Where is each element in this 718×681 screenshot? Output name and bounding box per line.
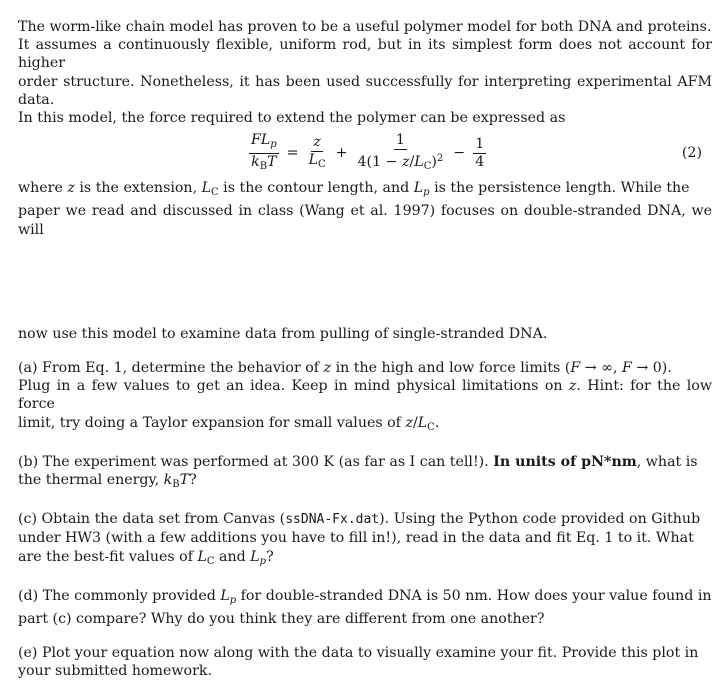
term2-den-L-sub: C	[423, 160, 432, 172]
equation-number: (2)	[681, 145, 702, 162]
term1-den-sub: C	[317, 158, 326, 170]
part-b	[18, 453, 712, 494]
minus-sign: −	[453, 145, 466, 162]
part-a-line	[18, 414, 712, 437]
part-d	[18, 587, 712, 628]
part-e-line: (e) Plot your equation now along with the data to visually examine your fit. Provide this plot in	[18, 645, 699, 662]
term2-fraction	[356, 132, 446, 175]
text-run: (a) From Eq. 1, determine the behavior of	[18, 360, 324, 377]
term1-num: z	[313, 133, 321, 150]
math-var: L	[220, 587, 230, 604]
math-var: L	[250, 548, 260, 565]
after-eq-line: paper we read and discussed in class (Wang et al. 1997) focuses on double-stranded DNA, we will	[18, 203, 712, 238]
math-sub: p	[229, 594, 237, 606]
part-e	[18, 644, 712, 680]
term3-num: 1	[475, 135, 485, 152]
text-run: /	[412, 414, 418, 431]
bold-run: In units of pN*nm	[493, 453, 637, 470]
term2-den-slash: /	[409, 153, 415, 170]
text-run: ). Using the Python code provided on Github	[379, 511, 701, 528]
part-a-line	[18, 359, 712, 377]
text-run: limit, try doing a Taylor expansion for small values of	[18, 414, 406, 431]
term1-fraction	[307, 134, 328, 173]
lhs-den: k	[251, 153, 260, 170]
after-equation-paragraph	[18, 179, 712, 239]
text-run: . Hint: for the low force	[18, 378, 712, 413]
part-b-line	[18, 453, 712, 471]
part-e-line: your submitted homework.	[18, 663, 212, 680]
equation-body	[246, 131, 489, 175]
filename: ssDNA-Fx.dat	[285, 512, 380, 528]
part-c-line	[18, 548, 712, 571]
part-d-line	[18, 587, 712, 610]
math-var: L	[417, 414, 428, 431]
term2-num: 1	[395, 131, 405, 148]
text-run: → 0).	[631, 360, 672, 377]
part-a	[18, 359, 712, 437]
text-run: is the extension,	[74, 180, 202, 197]
text-run: ?	[189, 472, 197, 489]
term2-den-L: L	[414, 153, 424, 170]
text-run: (b) The experiment was performed at 300 K (as far as I can tell!).	[18, 453, 494, 470]
continuation-line: now use this model to examine data from pulling of single-stranded DNA.	[18, 325, 548, 342]
math-var: F	[570, 360, 581, 377]
intro-line: order structure. Nonetheless, it has been used successfully for interpreting experimental AFM data.	[18, 73, 712, 108]
part-c-line	[18, 510, 712, 529]
math-sub: p	[423, 187, 430, 199]
intro-line: In this model, the force required to extend the polymer can be expressed as	[18, 110, 566, 127]
math-sub: p	[259, 555, 267, 567]
term2-den-post: )	[431, 153, 437, 170]
math-sub: C	[206, 555, 215, 567]
text-run: in the high and low force limits (	[331, 360, 571, 377]
math-var: k	[163, 472, 173, 489]
text-run: .	[434, 414, 440, 431]
lhs-fraction	[249, 132, 279, 175]
equals-sign: =	[286, 145, 299, 162]
text-run: is the contour length, and	[218, 180, 414, 197]
text-run: ?	[266, 548, 274, 565]
text-run: is the persistence length. While the	[429, 180, 690, 197]
term3-den: 4	[475, 153, 485, 170]
math-var: L	[413, 180, 424, 197]
equation-2	[18, 131, 712, 177]
term3-fraction	[473, 136, 486, 171]
lhs-num-sub: p	[270, 138, 277, 150]
math-var: L	[197, 548, 207, 565]
math-var: F	[621, 360, 632, 377]
lhs-den-sub: B	[259, 160, 268, 172]
text-run: Plug in a few values to get an idea. Keep in mind physical limitations on	[18, 378, 569, 395]
part-c-line: under HW3 (with a few additions you have to fill in!), read in the data and fit Eq. 1 to it. What	[18, 530, 694, 547]
document-page	[18, 18, 712, 681]
math-var: z	[323, 360, 332, 377]
lhs-num: FL	[251, 131, 271, 148]
math-var: T	[179, 472, 190, 489]
lhs-den-tail: T	[267, 153, 277, 170]
math-sub: C	[211, 187, 219, 199]
text-run: the thermal energy,	[18, 472, 164, 489]
term2-den-z: z	[402, 153, 410, 170]
text-run: → ∞,	[580, 360, 622, 377]
text-run: and	[214, 548, 251, 565]
part-b-line	[18, 471, 712, 494]
text-run: are the best-fit values of	[18, 548, 198, 565]
part-d-line: part (c) compare? Why do you think they are different from one another?	[18, 611, 545, 628]
text-run: (d) The commonly provided	[18, 587, 221, 604]
math-sub: C	[427, 421, 435, 433]
term2-den-sup: 2	[436, 152, 444, 164]
part-c	[18, 510, 712, 571]
text-run: where	[18, 180, 68, 197]
text-run: (c) Obtain the data set from Canvas (	[18, 511, 286, 528]
after-eq-line	[18, 179, 712, 202]
math-var: z	[568, 378, 577, 395]
part-a-line	[18, 377, 712, 413]
intro-paragraph	[18, 18, 712, 127]
math-sub: B	[172, 479, 180, 491]
text-run: for double-stranded DNA is 50 nm. How does your value found in	[236, 587, 712, 604]
math-var: z	[67, 180, 75, 197]
term1-den: L	[308, 151, 318, 168]
plus-sign: +	[335, 145, 348, 162]
math-var: z	[405, 414, 413, 431]
math-var: L	[201, 180, 212, 197]
text-run: , what is	[636, 453, 698, 470]
intro-line: The worm-like chain model has proven to be a useful polymer model for both DNA and proteins.	[18, 19, 712, 35]
term2-den-pre: 4(1 −	[357, 153, 403, 170]
intro-line: It assumes a continuously flexible, uniform rod, but in its simplest form does not account for higher	[18, 37, 712, 72]
